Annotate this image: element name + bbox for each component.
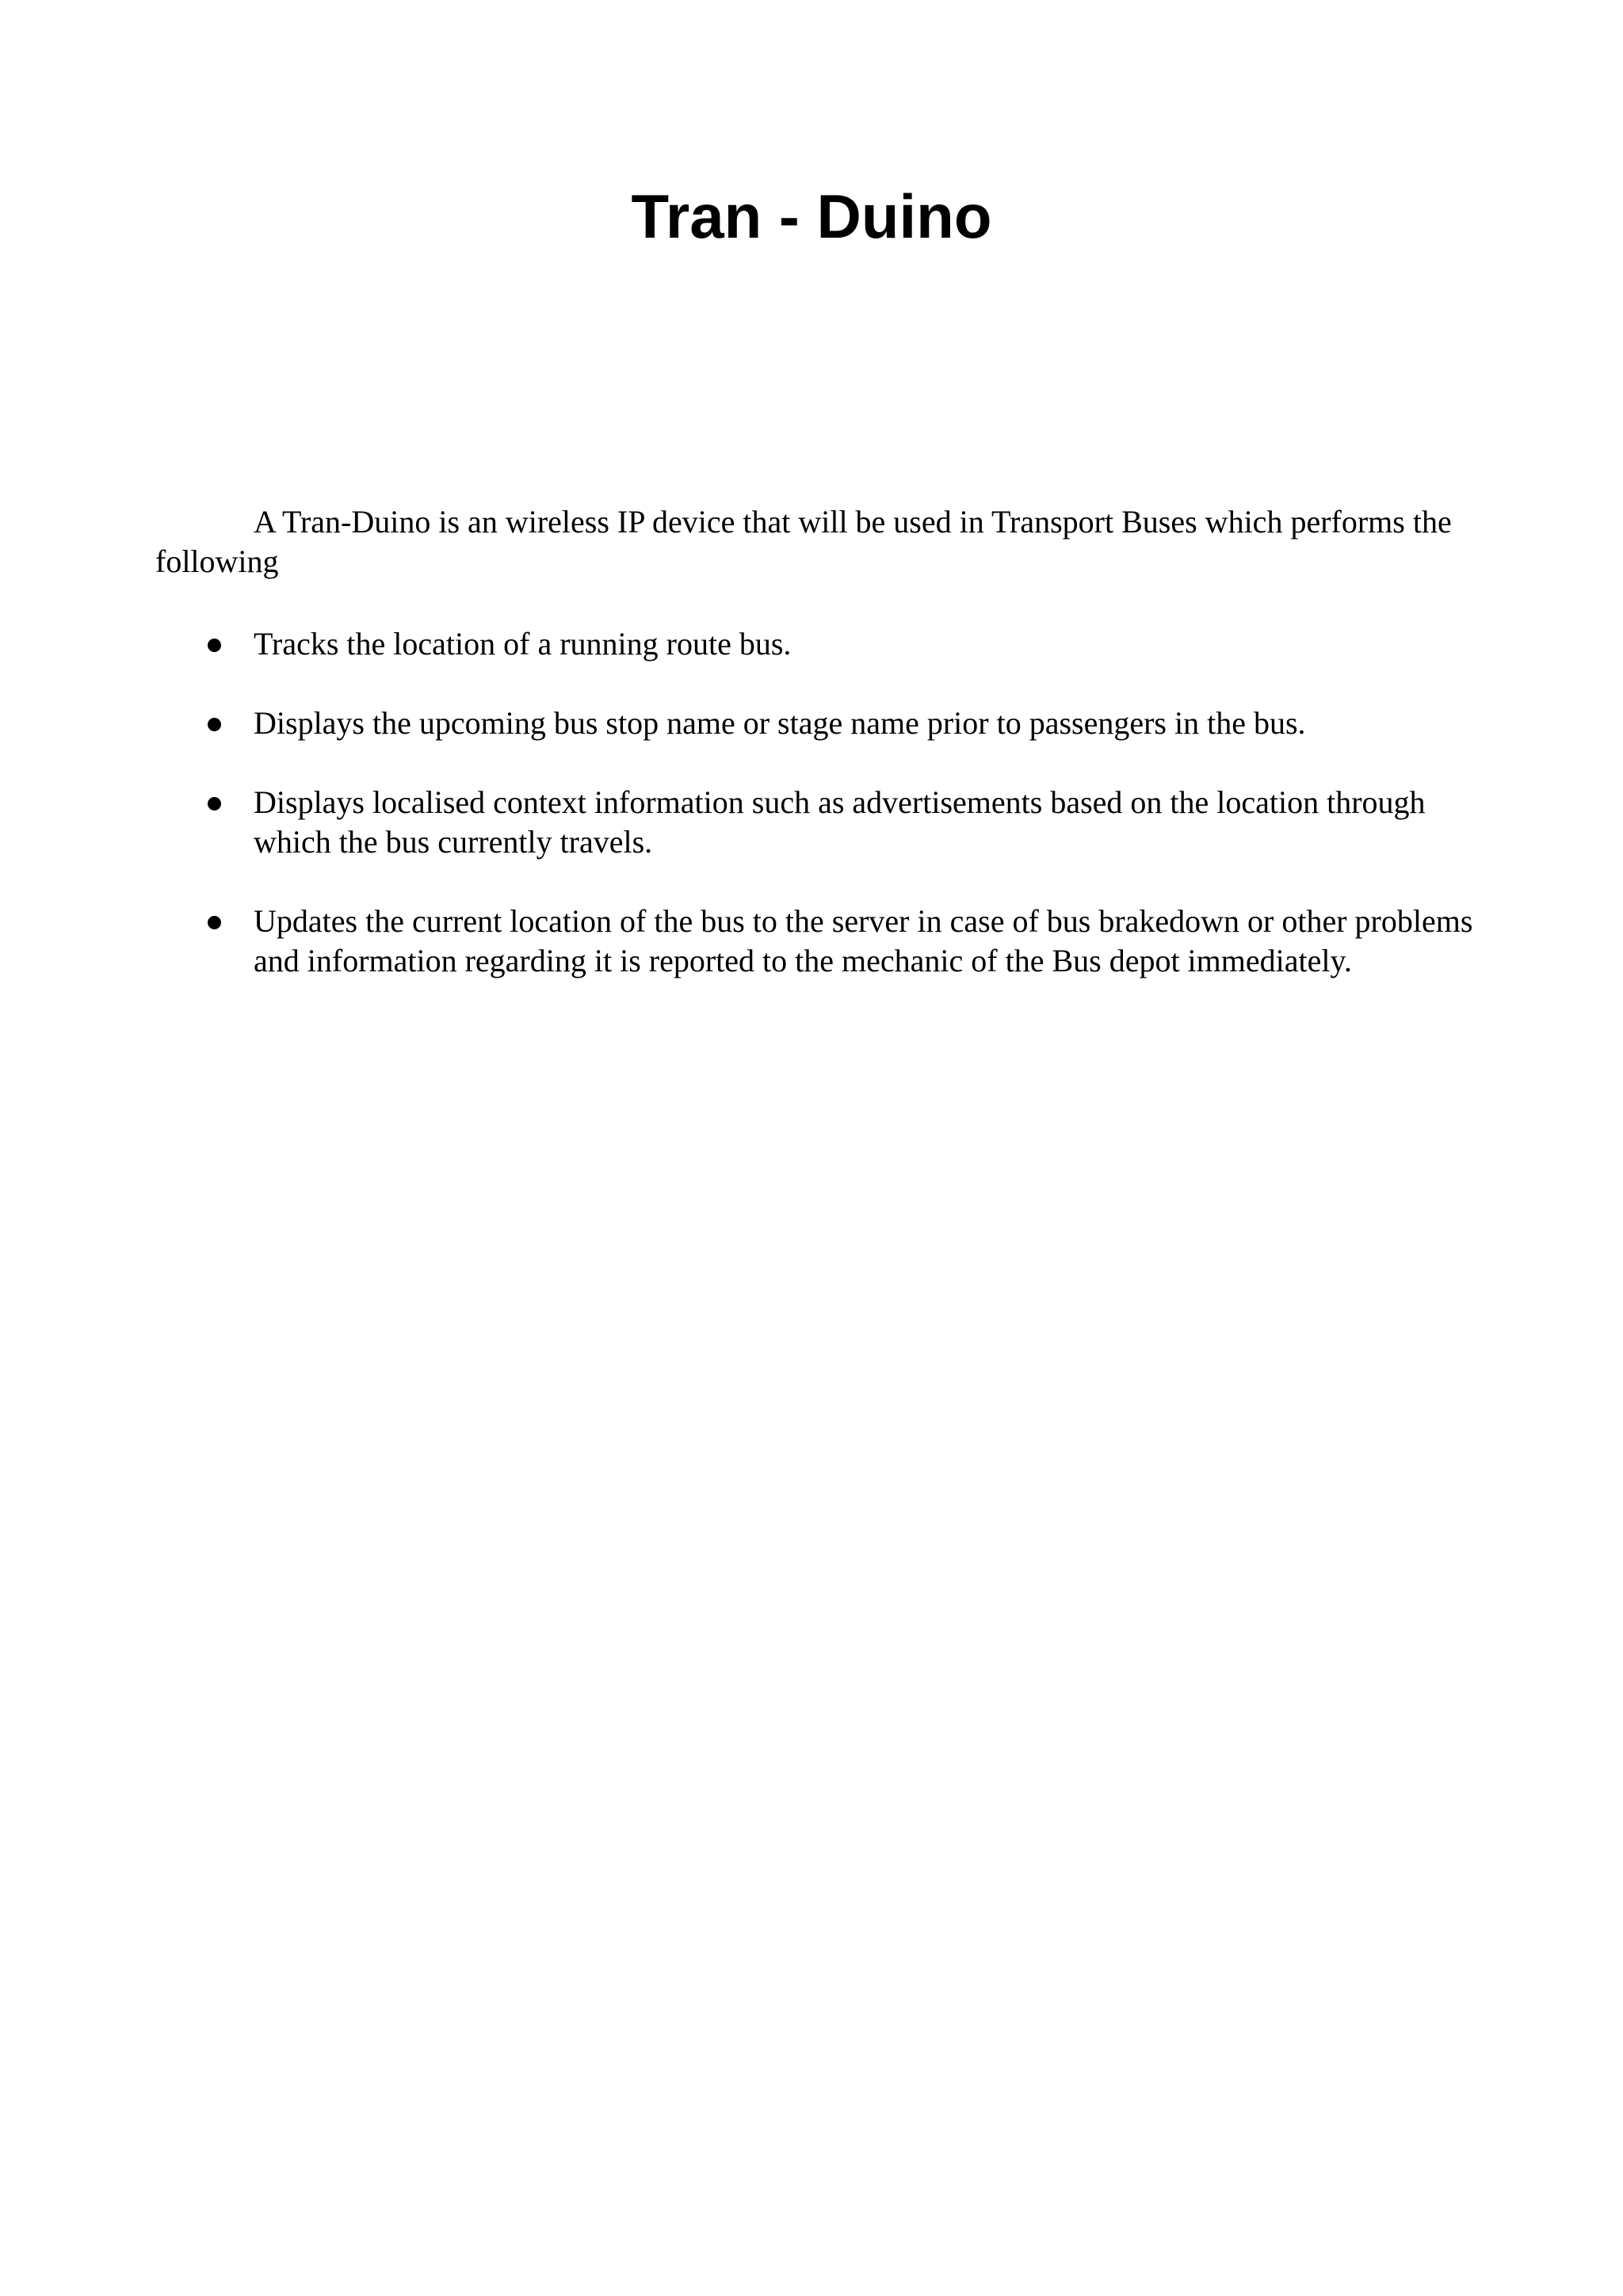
intro-paragraph: A Tran-Duino is an wireless IP device that will be used in Transport Buses which performs the following (155, 504, 1452, 579)
bullet-icon (208, 916, 221, 929)
list-item (155, 902, 1503, 981)
list-item (155, 783, 1503, 862)
list-item (155, 704, 1503, 743)
list-item-text: Displays localised context information such as advertisements based on the location through which the bus currently travels. (254, 784, 1426, 860)
bullet-icon (208, 797, 221, 810)
list-item-text: Displays the upcoming bus stop name or stage name prior to passengers in the bus. (254, 705, 1306, 741)
feature-list (155, 624, 1503, 1020)
bullet-icon (208, 639, 221, 652)
bullet-icon (208, 718, 221, 731)
list-item-text: Tracks the location of a running route bus. (254, 626, 792, 662)
list-item (155, 624, 1503, 664)
list-item-text: Updates the current location of the bus to the server in case of bus brakedown or other problems and information regarding it is reported to the mechanic of the Bus depot immediately. (254, 903, 1473, 978)
document-title: Tran - Duino (631, 181, 992, 251)
